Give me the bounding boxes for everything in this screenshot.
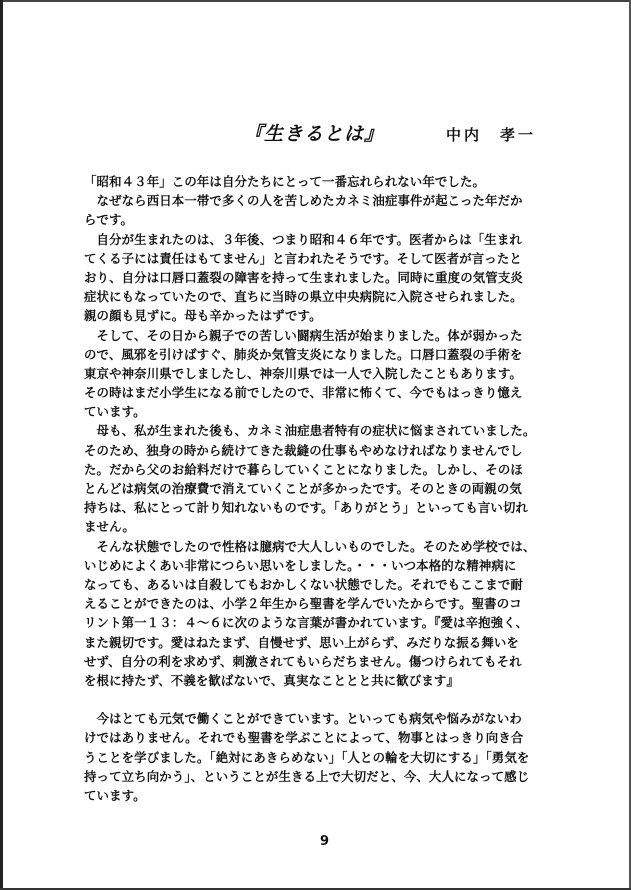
text-line: 自分が生まれたのは、３年後、つまり昭和４６年です。医者からは「生まれ xyxy=(84,231,522,247)
text-line: うことを学びました。「絶対にあきらめない」「人との輪を大切にする」「勇気を xyxy=(84,749,530,765)
text-line: ています。 xyxy=(84,788,146,803)
page-top-edge xyxy=(0,0,631,2)
text-line: けではありません。それでも聖書を学ぶことによって、物事とはっきり向き合 xyxy=(84,730,524,746)
text-line: せず、自分の利を求めず、刺激されてもいらだちません。傷つけられてもそれ xyxy=(84,653,522,669)
text-line: なぜなら西日本一帯で多くの人を苦しめたカネミ油症事件が起こった年だか xyxy=(84,193,523,209)
text-line: 母も、私が生まれた後も、カネミ油症患者特有の症状に悩まされていました。 xyxy=(84,423,536,439)
essay-body xyxy=(84,172,554,805)
text-line: リント第一１３：４～６に次のような言葉が書かれています。『愛は辛抱強く、 xyxy=(84,615,529,631)
text-line: えることができたのは、小学２年生から聖書を学んでいたからです。聖書のコ xyxy=(84,596,522,612)
text-line: 親の顔も見ずに。母も辛かったはずです。 xyxy=(84,308,322,324)
text-line: 持ちは、私にとって計り知れないものです。「ありがとう」といっても言い切れ xyxy=(84,500,529,516)
text-line: 今はとても元気で働くことができています。といっても病気や悩みがないわ xyxy=(84,711,522,727)
text-line: ています。 xyxy=(84,404,146,420)
author-name: 中内 孝一 xyxy=(446,126,537,144)
text-line: らです。 xyxy=(84,212,134,228)
title-row xyxy=(0,122,631,146)
text-line: ません。 xyxy=(84,519,135,535)
text-line: 持って立ち向かう」、ということが生きる上で大切だと、今、大人になって感じ xyxy=(84,768,530,784)
text-line: 東京や神奈川県でしましたし、神奈川県では一人で入院したこともあります。 xyxy=(84,365,522,381)
essay-title: 『生きるとは』 xyxy=(244,123,385,145)
text-line: なっても、あるいは自殺してもおかしくない状態でした。それでもここまで耐 xyxy=(84,576,523,592)
page-number: 9 xyxy=(319,834,330,849)
text-line: また親切です。愛はねたまず、自慢せず、思い上がらず、みだりな振る舞いを xyxy=(84,634,519,650)
text-line: とんどは病気の治療費で消えていくことが多かったです。そのときの両親の気 xyxy=(84,481,522,496)
text-line: そのため、独身の時から続けてきた裁縫の仕事もやめなければなりませんでし xyxy=(84,442,523,458)
text-line: た。だから父のお給料だけで暮らしていくことになりました。しかし、そのほ xyxy=(84,461,523,477)
text-line: そんな状態でしたので性格は臆病で大人しいものでした。そのため学校では、 xyxy=(84,538,536,554)
text-line: その時はまだ小学生になる前でしたので、非常に怖くて、今でもはっきり憶え xyxy=(84,385,523,401)
text-line: を根に持たず、不義を歓ばないで、真実なこととと共に歓びます』 xyxy=(84,672,459,688)
text-line: おり、自分は口唇口蓋裂の障害を持って生まれました。同時に重度の気管支炎 xyxy=(84,269,523,285)
text-line: 「昭和４３年」この年は自分たちにとって一番忘れられない年でした。 xyxy=(84,174,486,189)
text-line: てくる子には責任はもてません」と言われたそうです。そして医者が言ったと xyxy=(84,250,522,266)
text-line: 症状にもなっていたので、直ちに当時の県立中央病院に入院させられました。 xyxy=(84,289,523,305)
text-line: ので、風邪を引けばすぐ、肺炎か気管支炎になりました。口唇口蓋裂の手術を xyxy=(84,346,523,362)
paragraph-gap xyxy=(84,690,554,709)
text-line: いじめによくあい非常につらい思いをしました。・・・いつ本格的な精神病に xyxy=(84,557,517,573)
text-line: そして、その日から親子での苦しい闘病生活が始まりました。体が弱かった xyxy=(84,327,523,343)
